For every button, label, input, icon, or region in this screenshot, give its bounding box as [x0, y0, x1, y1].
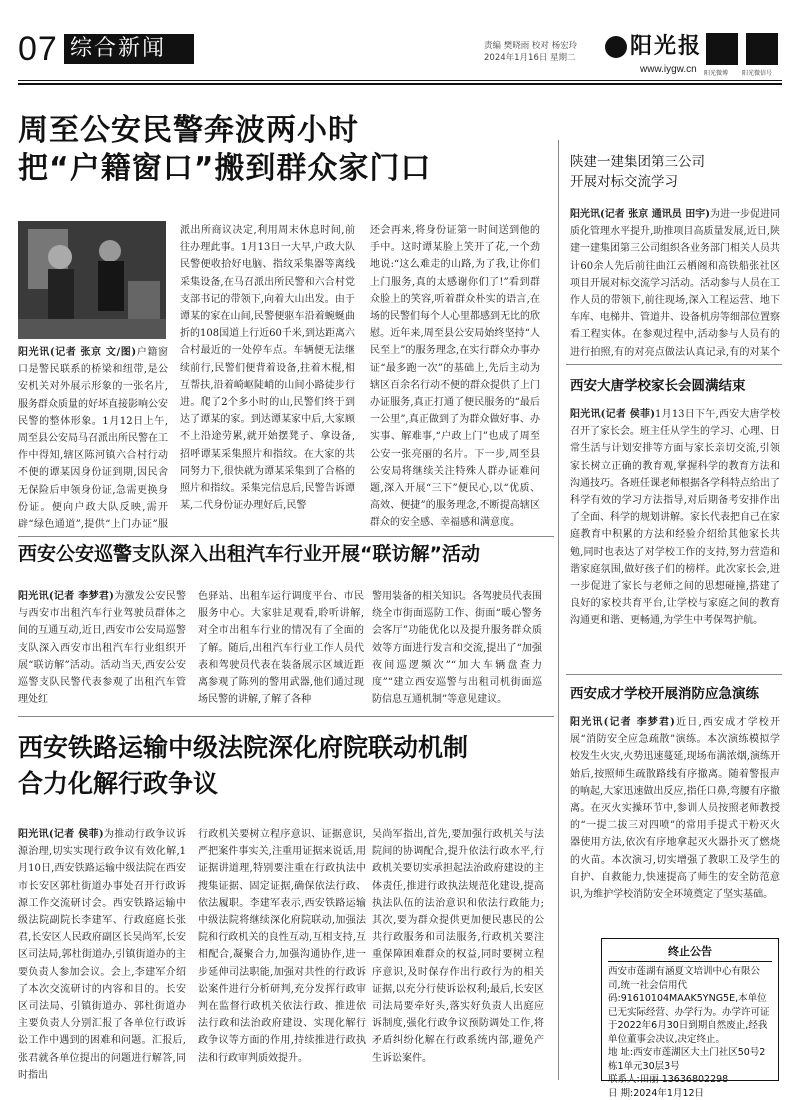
story1-col2: 派出所商议决定,利用周末休息时间,前往办理此事。1月13日一大早,户政大队民警便收拾好电脑、指纹采集器等离线采集设备,在马召派出所民警和六合村党支部书记的带领下,向着大山出发。由于谭某的家在山间,民警便驱车沿着蜿蜒曲折的108国道上行近60千米,到达距离六合村最近的一处停车点。车辆便无法继续前行,民警们便背着设备,拄着木棍,相互帮扶,沿着崎岖陡峭的山间小路徒步行进。爬了2个多小时的山,民警们终于到达了谭某的家。到达谭某家中后,大家顾不上沿途劳累,就开始摆凳子、拿设备,招呼谭某采集照片和指纹。在大家的共同努力下,很快就为谭某采集到了合格的照片和指纹。采集完信息后,民警告诉谭某,二代身份证办理好后,民警 [180, 222, 355, 532]
side2-body [570, 406, 780, 670]
side1-divider [566, 364, 782, 365]
side2-body-text: 1月13日下午,西安大唐学校召开了家长会。班主任从学生的学习、心理、日常生活与计划安排等方面与家长亲切交流,引领家长树立正确的教育观,掌握科学的教育方法和沟通技巧。各班任课老师根据各学科特点给出了科学有效的学习方法指导,对后期备考安排作出了全面、科学的规划讲解。家长代表把自己在家庭教育中积累的方法和经验介绍给其他家长共勉,同时也表达了对学校工作的支持,努力营造和谐家庭氛围,做好孩子们的榜样。此次家长会,进一步促进了家长与老师之间的思想碰撞,搭建了良好的家校共育平台,让学校与家庭之间的教育沟通更和谐、更畅通,为学生中考保驾护航。 [570, 409, 780, 626]
story1-photo [18, 221, 166, 339]
story3-headline [18, 730, 468, 802]
side3-byline: 阳光讯(记者 李梦君) [570, 717, 675, 728]
section-name: 综合新闻 [64, 34, 194, 64]
story1-headline [18, 112, 431, 188]
wechat-qr-caption: 阳光微信号 [742, 68, 772, 77]
side1-body [570, 206, 780, 358]
notice-date: 日 期:2024年1月12日 [608, 1087, 772, 1100]
story1-col1-text: 户籍窗口是警民联系的桥梁和纽带,是公安机关对外展示形象的一张名片,服务群众质量的好坏直接影响公安民警的整体形象。1月12日上午,周至县公安局马召派出所民警在工作中得知,辖区陈河镇六合村行动不便的谭某因身份证到期,因民舍无保险后申领身份证,急需更换身份证。便向户政大队反映,需开辟“绿色通道”,提供“上门办证”服 [18, 347, 168, 532]
notice-title: 终止公告 [608, 943, 772, 962]
side3-body-text: 近日,西安成才学校开展“消防安全应急疏散”演练。本次演练模拟学校发生火灾,火势迅速蔓延,现场布满浓烟,演练开始后,按照师生疏散路线有序撤离。随着警报声的响起,大家迅速做出反应,指任口鼻,弯腰有序撤离。在灭火实操环节中,参训人员按照老师教授的“一提二拔三对四喷”的常用手提式干粉灭火器使用方法,依次有序地拿起灭火器扑灭了燃烧的火苗。本次演习,切实增强了教职工及学生的自护、自救能力,快速提高了师生的安全防范意识,为维护学校消防安全环境奠定了坚实基础。 [570, 717, 780, 900]
side1-byline: 阳光讯(记者 张京 通讯员 田宇) [570, 209, 710, 220]
side2-divider [566, 674, 782, 675]
side1-headline [570, 152, 705, 192]
story2-col1-text: 为激发公安民警与西安市出租汽车行业驾驶员群体之间的互通互动,近日,西安市公安局巡警支队深入西安市出租汽车行业组织开展“联访解”活动。活动当天,西安公安巡警支队民警代表参观了出租汽车管理处红 [18, 591, 186, 705]
story1-headline-line1: 周至公安民警奔波两小时 [18, 112, 431, 150]
story3-col1-text: 为推动行政争议诉源治理,切实实现行政争议有效化解,1月10日,西安铁路运输中级法院在西安市长安区郭杜街道办事处召开行政诉源工作交流研讨会。西安铁路运输中级法院副院长李建军、行政庭庭长张君,长安区人民政府副区长吴尚军,长安区司法局,郭杜街道办,引镇街道办的主要负责人参加会议。会上,李建军介绍了本次交流研讨的内容和目的。长安区司法局、引镇街道办、郭杜街道办主要负责人分别汇报了各单位行政诉讼工作中遇到的困难和问题。汇报后,张君就各单位提出的问题进行解答,同时指出 [18, 829, 186, 1081]
wechat-qr-icon [746, 33, 778, 65]
side3-body [570, 714, 780, 934]
editors-line: 责编 樊晓雨 校对 杨宏玲 [484, 40, 577, 52]
story2-headline: 西安公安巡警支队深入出租汽车行业开展“联访解”活动 [18, 540, 480, 568]
sun-logo-icon [605, 36, 627, 58]
story3-col1 [18, 826, 186, 1082]
story1-col3: 还会再来,将身份证第一时间送到他的手中。这时谭某脸上笑开了花,一个劲地说:“这么难走的山路,为了我,让你们上门服务,真的太感谢你们了!”看到群众脸上的笑容,听着群众朴实的语言,在场的民警们每个人心里都感到无比的欣慰。近年来,周至县公安局始终坚持“人民至上”的服务理念,在实行群众办事办证“最多跑一次”的基础上,先后主动为辖区百余名行动不便的群众提供了上门办证服务,真正打通了便民服务的“最后一公里”,真正做到了为群众做好事、办实事、解难事,“户政上门”也成了周至公安一张亮丽的名片。下一步,周至县公安局将继续关注特殊人群办证难问题,深入开展“三下”便民心,以“优质、高效、便捷”的服务理念,不断提高辖区群众的安全感、幸福感和满意度。 [370, 222, 540, 532]
masthead-rule-thick [18, 83, 782, 85]
story1-headline-line2: 把“户籍窗口”搬到群众家门口 [18, 150, 431, 188]
story1-col1 [18, 344, 168, 532]
date-line: 2024年1月16日 星期二 [484, 52, 577, 64]
story1-byline: 阳光讯(记者 张京 文/图) [18, 347, 136, 358]
story3-headline-line1: 西安铁路运输中级法院深化府院联动机制 [18, 730, 468, 766]
story2-byline: 阳光讯(记者 李梦君) [18, 591, 114, 602]
side1-body-text: 为进一步促进同质化管理水平提升,助推项目高质量发展,近日,陕建一建集团第三公司组织各业务部门相关人员共计60余人先后前往曲江云栖阁和高铁船张社区项目开展对标交流学习活动。活动参与人员在工作人员的带领下,前往现场,深入工程运营、地下车库、电梯井、管道井、设备机房等细部位置察看工程实体。在参观过程中,活动参与人员有的进行拍照,有的对亮点做法认真记录,有的对某个 [570, 209, 780, 358]
story2-divider [18, 716, 554, 717]
sidebar-divider [558, 140, 559, 1080]
side3-headline: 西安成才学校开展消防应急演练 [570, 682, 759, 702]
weibo-qr-icon [706, 33, 738, 65]
story3-col3: 吴尚军指出,首先,要加强行政机关与法院间的协调配合,提升依法行政水平,行政机关要切实承担起法治政府建设的主体责任,推进行政执法规范化建设,提高执法队伍的法治意识和依法行政能力;其次,要为群众提供更加便民惠民的公共行政服务和司法服务,行政机关要注重保障困难群众的权益,同时要树立程序意识,及时保存作出行政行为的相关证据,以充分行使诉讼权利;最后,长安区司法局要牵好头,落实好负责人出庭应诉制度,强化行政争议预防调处工作,将矛盾纠纷化解在行政系统内部,避免产生诉讼案件。 [372, 826, 544, 1082]
story3-headline-line2: 合力化解行政争议 [18, 766, 468, 802]
story2-col3: 警用装备的相关知识。各驾驶员代表围绕全市街面巡防工作、街面“暖心警务会客厅”功能优化以及提升服务群众质效等方面进行发言和交流,提出了“加强夜间巡逻频次”“加大车辆盘查力度”“建立西安巡警与出租司机街面巡防信息互通机制”等意见建议。 [372, 588, 542, 710]
side1-headline-line1: 陕建一建集团第三公司 [570, 152, 705, 172]
termination-notice [601, 938, 779, 1081]
story2-col2: 色驿站、出租车运行调度平台、市民服务中心。大家驻足观看,聆听讲解,对全市出租车行业的情况有了全面的了解。随后,出租汽车行业工作人员代表和驾驶员代表在装备展示区域近距离参观了陈列的警用武器,他们通过现场民警的讲解,了解了各种 [198, 588, 364, 710]
story3-col2: 行政机关要树立程序意识、证据意识,严把案件事实关,注重用证据来说话,用证据讲道理,特别要注重在行政执法中搜集证据、固定证据,确保依法行政、依法履职。李建军表示,西安铁路运输中级法院将继续深化府院联动,加强法院和行政机关的良性互动,互相支持,互相配合,凝聚合力,加强沟通协作,进一步延伸司法职能,加强对共性的行政诉讼案件进行分析研判,充分发挥行政审判在监督行政机关依法行政、推进依法行政和法治政府建设、实现化解行政争议等方面的作用,持续推进行政执法和行政审判质效提升。 [198, 826, 366, 1082]
website-url[interactable]: www.iygw.cn [640, 64, 697, 75]
paper-name: 阳光报 [630, 34, 702, 60]
weibo-qr-caption: 阳光微博 [704, 68, 728, 77]
story3-byline: 阳光讯(记者 侯菲) [18, 829, 104, 840]
section-number: 07 [18, 32, 58, 66]
story2-col1 [18, 588, 186, 710]
police-visit-photo-icon [18, 221, 166, 339]
masthead-rule [18, 80, 782, 81]
side1-headline-line2: 开展对标交流学习 [570, 172, 705, 192]
notice-address: 地 址:西安市莲湖区大土门社区50号2栋1单元30层3号 [608, 1046, 772, 1073]
side2-headline: 西安大唐学校家长会圆满结束 [570, 374, 746, 394]
staff-line [484, 40, 577, 64]
story1-divider [18, 536, 554, 537]
notice-body: 西安市莲湖有涵夏文培训中心有限公司,统一社会信用代码:91610104MAAK5YNG5E,本单位已无实际经营、办学行为。办学许可证于2022年6月30日到期自然废止,经我单位董事会决议,决定终止。 [608, 965, 772, 1046]
notice-contact: 联系人:田丽 13636802298 [608, 1073, 772, 1087]
side2-byline: 阳光讯(记者 侯菲) [570, 409, 655, 420]
